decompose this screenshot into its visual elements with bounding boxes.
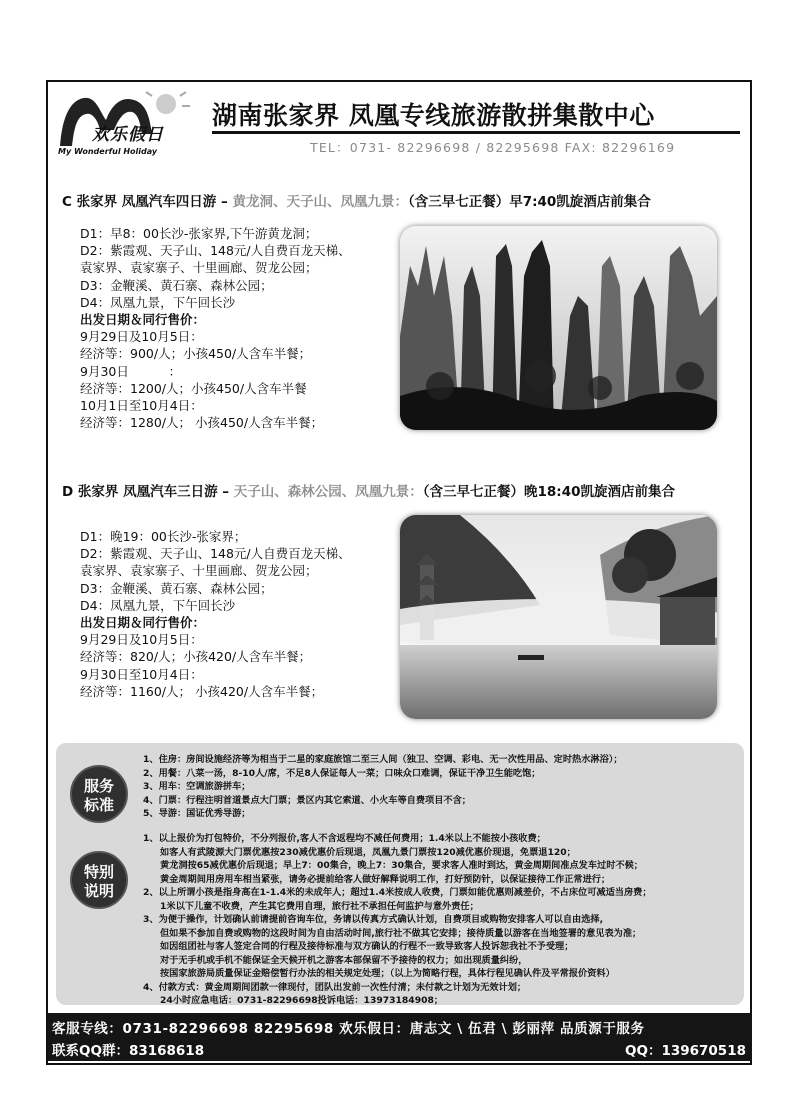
itinerary-line: D1：晚19：00长沙-张家界；: [80, 529, 247, 544]
note-item: 但如果不参加自费或购物的这段时间为自由活动时间,旅行社不做其它安排；接待质量以游客在当地签署的意见表为准；: [160, 927, 642, 939]
itinerary-line: 袁家界、袁家寨子、十里画廊、贺龙公园；: [80, 260, 318, 276]
tour-d-title-spots: 天子山、森林公园、凤凰九景：: [233, 484, 423, 500]
tour-c-title: [62, 190, 651, 210]
itinerary-line: 袁家界、袁家寨子、十里画廊、贺龙公园；: [80, 563, 318, 579]
tour-d-title: [62, 480, 675, 500]
footer-qq-group: 联系QQ群：83168618: [52, 1043, 205, 1059]
itinerary-line: D3：金鞭溪、黄石寨、森林公园；: [80, 580, 273, 596]
itinerary-line: 9月30日 ：: [80, 363, 182, 379]
note-item: 3、为便于操作，计划确认前请提前咨询车位，务请以传真方式确认计划，自费项目或购物安排客人可以自由选择,: [143, 914, 604, 925]
tour-d-title-suffix: （含三早七正餐）晚18:40凯旋酒店前集合: [422, 484, 675, 500]
note-item: 如客人有武陵源大门票优惠按230减优惠价后现退，凤凰九景门票按120减优惠价现退，免票退120；: [160, 846, 576, 858]
itinerary-line: D4：凤凰九景，下午回长沙: [80, 597, 236, 613]
contact-tel: TEL：0731- 82296698 / 82295698 FAX: 82296169: [310, 140, 676, 155]
footer-contact-line: 客服专线：0731-82296698 82295698 欢乐假日：唐志文 \ 伍君 \ 彭丽萍 品质源于服务: [52, 1021, 645, 1037]
footer-qq: QQ：139670518: [625, 1043, 746, 1059]
tour-c-itinerary: [80, 225, 351, 431]
tour-c-title-suffix: （含三早七正餐）早7:40凯旋酒店前集合: [407, 194, 651, 210]
itinerary-line: 经济等：1200/人；小孩450/人含车半餐: [80, 380, 307, 396]
itinerary-line: 9月29日及10月5日：: [80, 329, 203, 345]
tour-c-title-prefix: C 张家界 凤凰汽车四日游 –: [62, 194, 233, 210]
note-item: 对于无手机或手机不能保证全天候开机之游客本部保留不予接待的权力；如出现质量纠纷，: [160, 954, 528, 966]
notes-list: [143, 832, 652, 1008]
tour-c-title-spots: 黄龙洞、天子山、凤凰九景：: [232, 194, 408, 210]
photo-zhangjiajie-peaks: [400, 226, 717, 430]
note-item: 2、以上所谓小孩是指身高在1-1.4米的未成年人；超过1.4米按成人收费，门票如能优惠则减差价，不占床位可减适当房费；: [143, 887, 652, 898]
itinerary-line: D1：早8：00长沙-张家界,下午游黄龙洞；: [80, 226, 318, 241]
service-item: 5、导游：国证优秀导游；: [143, 808, 251, 819]
note-item: 1、以上报价为打包特价，不分列报价,客人不含返程均不减任何费用；1.4米以上不能按小孩收费；: [143, 833, 546, 844]
page-title: 湖南张家界 凤凰专线旅游散拼集散中心: [212, 101, 655, 130]
logo-en-text: My Wonderful Holiday: [58, 147, 158, 156]
notes-badge-line: 说明: [83, 882, 114, 900]
service-badge-line: 服务: [83, 777, 114, 795]
itinerary-line: D4：凤凰九景，下午回长沙: [80, 294, 236, 310]
itinerary-line: 9月30日至10月4日：: [80, 666, 203, 682]
note-item: 黄龙洞按65减优惠价后现退；早上7：00集合，晚上7：30集合，要求客人准时到达，黄金周期间准点发车过时不候；: [160, 860, 643, 871]
service-item: 3、用车：空调旅游拼车；: [143, 781, 251, 792]
price-heading: 出发日期＆同行售价：: [80, 311, 206, 327]
notes-badge-line: 特别: [83, 863, 114, 881]
itinerary-line: 9月29日及10月5日：: [80, 632, 203, 648]
service-list: [143, 753, 623, 821]
logo-cn-text: 欢乐假日: [92, 125, 164, 145]
note-item: 黄金周期间用房用车相当紧张，请务必提前给客人做好解释说明工作，打好预防针，以保证接待工作正常进行；: [160, 873, 611, 885]
itinerary-line: 经济等：1160/人； 小孩420/人含车半餐；: [80, 683, 324, 699]
photo-fenghuang-river: [400, 515, 717, 719]
service-item: 2、用餐：八菜一汤，8-10人/席，不足8人保证每人一菜；口味众口难调，保证干净卫生能吃饱；: [143, 767, 541, 779]
title-rule: [212, 131, 740, 134]
tour-d-itinerary: [80, 528, 351, 700]
itinerary-line: D3：金鞭溪、黄石寨、森林公园；: [80, 277, 273, 293]
note-item: 如因组团社与客人签定合同的行程及接待标准与双方确认的行程不一致导致客人投诉恕我社不予受理；: [160, 941, 574, 952]
note-item: 4、付款方式：黄金周期间团款一律现付，团队出发前一次性付清；未付款之计划为无效计划；: [143, 981, 527, 993]
itinerary-line: 10月1日至10月4日：: [80, 397, 203, 413]
itinerary-line: 经济等：820/人；小孩420/人含车半餐；: [80, 649, 312, 665]
note-item: 按国家旅游局质量保证金赔偿暂行办法的相关规定处理；（以上为简略行程，具体行程见确认件及平常报价资料）: [160, 968, 615, 979]
service-item: 4、门票：行程注明首道景点大门票；景区内其它索道、小火车等自费项目不含；: [143, 794, 471, 806]
price-heading: 出发日期＆同行售价：: [80, 614, 206, 630]
itinerary-line: 经济等：900/人；小孩450/人含车半餐；: [80, 346, 312, 362]
itinerary-line: 经济等：1280/人； 小孩450/人含车半餐；: [80, 415, 324, 431]
tour-d-title-prefix: D 张家界 凤凰汽车三日游 –: [62, 484, 234, 500]
logo: [56, 90, 206, 162]
itinerary-line: D2：紫霞观、天子山、148元/人自费百龙天梯、: [80, 243, 351, 259]
service-badge: [70, 765, 128, 823]
footer-bar: [48, 1013, 752, 1061]
service-item: 1、住房：房间设施经济等为相当于二星的家庭旅馆二至三人间（独卫、空调、彩电、无一次性用品、定时热水淋浴）；: [143, 754, 623, 765]
note-item: 24小时应急电话：0731-82296698投诉电话：13973184908；: [160, 995, 444, 1006]
note-item: 1米以下儿童不收费，产生其它费用自理，旅行社不承担任何监护与意外责任；: [160, 900, 479, 912]
service-badge-line: 标准: [83, 796, 114, 814]
notes-badge: [70, 851, 128, 909]
itinerary-line: D2：紫霞观、天子山、148元/人自费百龙天梯、: [80, 546, 351, 562]
